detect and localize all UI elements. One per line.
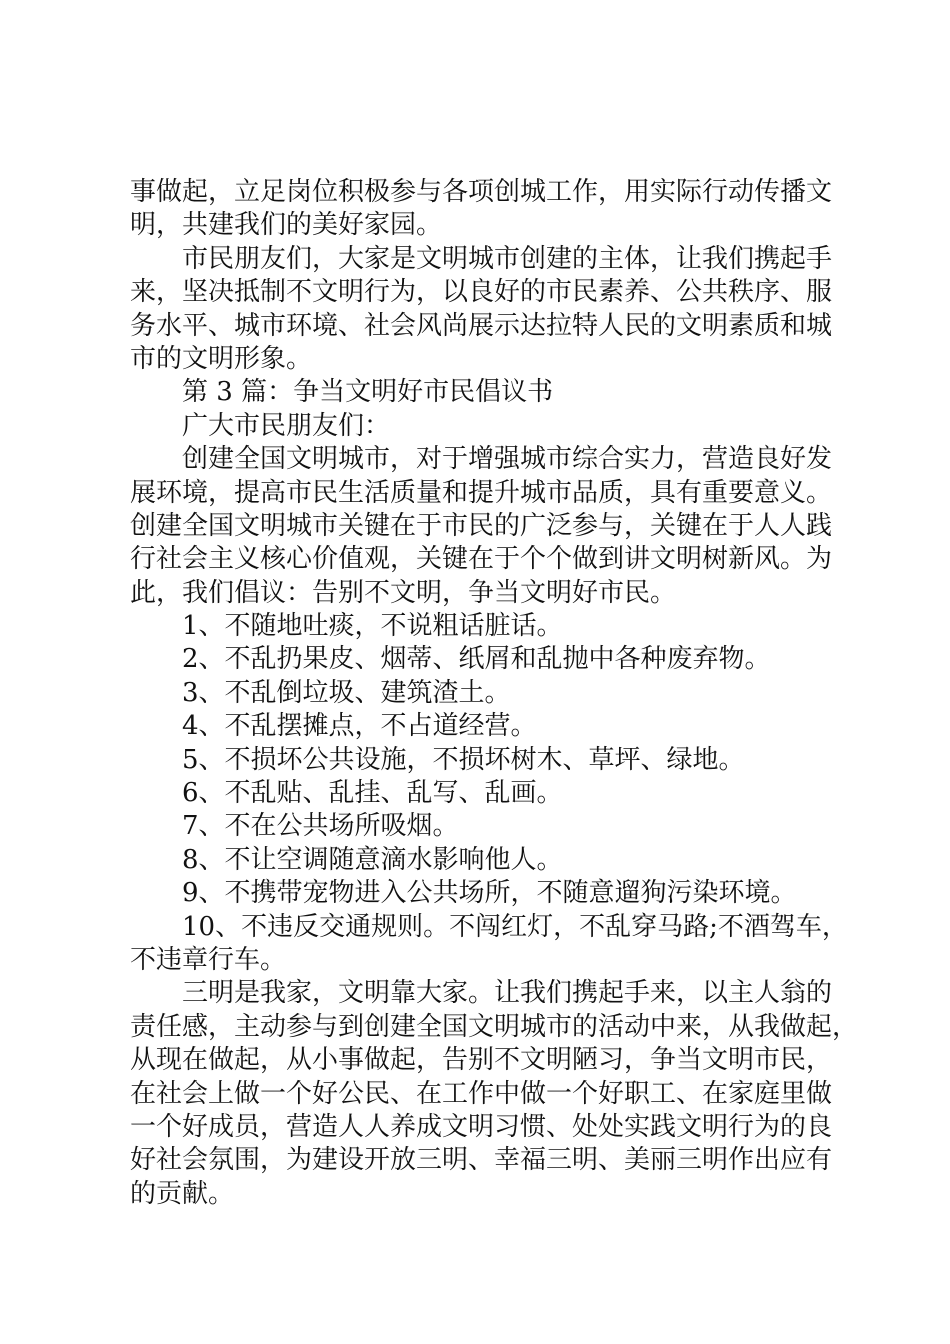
text-line: 三明是我家，文明靠大家。让我们携起手来，以主人翁的 (182, 978, 833, 1009)
text-line: 市的文明形象。 (130, 343, 313, 374)
text-line: 2、不乱扔果皮、烟蒂、纸屑和乱抛中各种废弃物。 (182, 644, 771, 675)
text-line: 6、不乱贴、乱挂、乱写、乱画。 (182, 778, 563, 809)
text-line: 7、不在公共场所吸烟。 (182, 811, 459, 842)
text-line: 不违章行车。 (130, 944, 287, 975)
text-line: 3、不乱倒垃圾、建筑渣土。 (182, 677, 511, 708)
text-line: 此，我们倡议：告别不文明，争当文明好市民。 (130, 577, 677, 608)
text-line: 1、不随地吐痰，不说粗话脏话。 (182, 611, 563, 642)
text-line: 8、不让空调随意滴水影响他人。 (182, 844, 563, 875)
text-line: 5、不损坏公共设施，不损坏树木、草坪、绿地。 (182, 744, 745, 775)
document-body (130, 176, 859, 1211)
text-line: 创建全国文明城市关键在于市民的广泛参与，关键在于人人践 (130, 510, 833, 541)
text-line: 来，坚决抵制不文明行为，以良好的市民素养、公共秩序、服 (130, 277, 833, 308)
text-line: 行社会主义核心价值观，关键在于个个做到讲文明树新风。为 (130, 544, 833, 575)
text-line: 展环境，提高市民生活质量和提升城市品质，具有重要意义。 (130, 477, 833, 508)
text-line: 从现在做起，从小事做起，告别不文明陋习，争当文明市民， (130, 1045, 833, 1076)
text-line: 创建全国文明城市，对于增强城市综合实力，营造良好发 (182, 444, 833, 475)
text-line: 务水平、城市环境、社会风尚展示达拉特人民的文明素质和城 (130, 310, 833, 341)
text-line: 10、不违反交通规则。不闯红灯，不乱穿马路;不酒驾车， (182, 911, 848, 942)
text-line: 明，共建我们的美好家园。 (130, 210, 443, 241)
text-line: 事做起，立足岗位积极参与各项创城工作，用实际行动传播文 (130, 177, 833, 207)
text-line: 的贡献。 (130, 1178, 235, 1209)
text-line: 第 3 篇：争当文明好市民倡议书 (182, 377, 554, 408)
text-line: 市民朋友们，大家是文明城市创建的主体，让我们携起手 (182, 243, 833, 274)
text-line: 9、不携带宠物进入公共场所，不随意遛狗污染环境。 (182, 878, 797, 909)
text-line: 4、不乱摆摊点，不占道经营。 (182, 711, 537, 742)
text-line: 在社会上做一个好公民、在工作中做一个好职工、在家庭里做 (130, 1078, 833, 1109)
text-line: 广大市民朋友们： (182, 410, 391, 441)
text-line: 好社会氛围，为建设开放三明、幸福三明、美丽三明作出应有 (130, 1145, 833, 1176)
text-line: 一个好成员，营造人人养成文明习惯、处处实践文明行为的良 (130, 1111, 833, 1142)
text-line: 责任感，主动参与到创建全国文明城市的活动中来，从我做起， (130, 1011, 859, 1042)
